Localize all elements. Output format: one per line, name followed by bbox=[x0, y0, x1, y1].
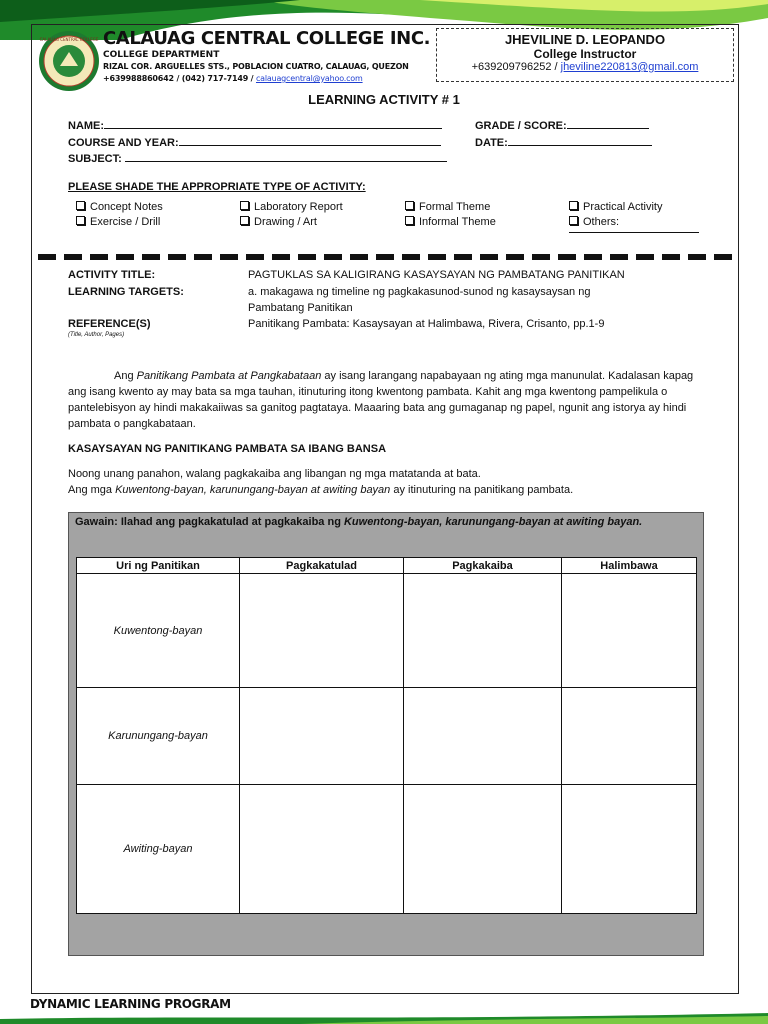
checkbox-label: Drawing / Art bbox=[254, 216, 317, 228]
college-email-link[interactable]: calauagcentral@yahoo.com bbox=[255, 74, 363, 83]
intro-text-b: ay isang larangang napabayaan ng ating mga manunulat. Kadalasan kapag ang isang kwento ay may bata sa mga tauhan, itinuturing itong kwentong pambata. Kahit ang mga kwentong pampelikula o pantelebisyon ay hindi makakaiiwas sa ganitog pagtataya. Maaaring bata ang gumaganap ng papel, ngunit ang istorya ay hindi pambata o pangkabataan. bbox=[68, 370, 694, 430]
college-contact bbox=[103, 74, 363, 83]
subject-label: SUBJECT: bbox=[68, 153, 122, 165]
row-label: Karunungang-bayan bbox=[77, 688, 240, 785]
college-department: COLLEGE DEPARTMENT bbox=[103, 50, 220, 60]
table-row bbox=[77, 785, 697, 914]
learning-targets-label: LEARNING TARGETS: bbox=[68, 286, 184, 298]
answer-cell[interactable] bbox=[240, 574, 404, 688]
college-phone: +639988860642 / (042) 717-7149 / bbox=[103, 74, 254, 83]
learning-targets-line1: a. makagawa ng timeline ng pagkakasunod-sunod ng kasaysaysan ng bbox=[248, 286, 591, 298]
instructor-phone: +639209796252 / bbox=[471, 61, 558, 73]
logo-text: CALAUAG CENTRAL COLLEGE bbox=[39, 37, 99, 42]
subject-line[interactable] bbox=[125, 151, 447, 162]
instructor-box bbox=[436, 28, 734, 82]
checkbox-icon[interactable] bbox=[405, 201, 414, 210]
gawain-box bbox=[68, 512, 704, 956]
activity-title-heading: LEARNING ACTIVITY # 1 bbox=[308, 92, 460, 107]
instructor-email-link[interactable]: jheviline220813@gmail.com bbox=[560, 61, 699, 73]
instructor-contact bbox=[437, 61, 733, 73]
checkbox-icon[interactable] bbox=[76, 216, 85, 225]
gawain-instruction bbox=[75, 515, 695, 530]
grade-line[interactable] bbox=[567, 118, 649, 129]
college-seal-logo bbox=[38, 30, 100, 92]
column-header: Pagkakaiba bbox=[404, 558, 562, 574]
activity-title-label: ACTIVITY TITLE: bbox=[68, 269, 156, 281]
checkbox-label: Laboratory Report bbox=[254, 201, 343, 213]
checkbox-icon[interactable] bbox=[76, 201, 85, 210]
name-field[interactable] bbox=[68, 118, 442, 132]
column-header: Pagkakatulad bbox=[240, 558, 404, 574]
answer-cell[interactable] bbox=[404, 688, 562, 785]
checkbox-others[interactable] bbox=[569, 216, 619, 228]
section-line2-a: Ang mga bbox=[68, 484, 116, 496]
table-row bbox=[77, 574, 697, 688]
column-header: Halimbawa bbox=[562, 558, 697, 574]
checkbox-label: Concept Notes bbox=[90, 201, 163, 213]
gawain-text-a: Gawain: Ilahad ang pagkakatulad at pagkakaiba ng bbox=[75, 516, 344, 528]
date-line[interactable] bbox=[508, 135, 652, 146]
answer-cell[interactable] bbox=[404, 574, 562, 688]
activity-type-heading: PLEASE SHADE THE APPROPRIATE TYPE OF ACTIVITY: bbox=[68, 181, 366, 193]
section-line2-italic: Kuwentong-bayan, karunungang-bayan at awiting bayan bbox=[115, 484, 391, 496]
footer-program-name: DYNAMIC LEARNING PROGRAM bbox=[30, 997, 231, 1011]
checkbox-label: Exercise / Drill bbox=[90, 216, 161, 228]
instructor-name: JHEVILINE D. LEOPANDO bbox=[504, 32, 666, 47]
gawain-text-italic: Kuwentong-bayan, karunungang-bayan at awiting bayan. bbox=[343, 516, 643, 528]
table-header-row bbox=[77, 558, 697, 574]
footer-wave-decoration bbox=[0, 1013, 768, 1024]
checkbox-exercise-drill[interactable] bbox=[76, 216, 160, 228]
checkbox-label: Others: bbox=[583, 216, 620, 228]
course-year-label: COURSE AND YEAR: bbox=[68, 137, 179, 149]
dashed-divider bbox=[38, 254, 732, 260]
checkbox-laboratory-report[interactable] bbox=[240, 201, 343, 213]
answer-cell[interactable] bbox=[404, 785, 562, 914]
name-line[interactable] bbox=[104, 118, 442, 129]
checkbox-concept-notes[interactable] bbox=[76, 201, 163, 213]
reference-value: Panitikang Pambata: Kasaysayan at Halimbawa, Rivera, Crisanto, pp.1-9 bbox=[248, 318, 605, 330]
date-field[interactable] bbox=[475, 135, 652, 149]
checkbox-label: Practical Activity bbox=[583, 201, 663, 213]
activity-title-value: PAGTUKLAS SA KALIGIRANG KASAYSAYAN NG PAMBATANG PANITIKAN bbox=[248, 269, 625, 281]
reference-hint: (Title, Author, Pages) bbox=[68, 332, 125, 338]
intro-text-italic: Panitikang Pambata at Pangkabataan bbox=[136, 370, 322, 382]
answer-cell[interactable] bbox=[562, 574, 697, 688]
checkbox-informal-theme[interactable] bbox=[405, 216, 496, 228]
row-label: Kuwentong-bayan bbox=[77, 574, 240, 688]
section-line2-b: ay itinuturing na panitikang pambata. bbox=[390, 484, 574, 496]
others-line[interactable] bbox=[569, 232, 699, 233]
section-line1: Noong unang panahon, walang pagkakaiba ang libangan ng mga matatanda at bata. bbox=[68, 468, 481, 480]
learning-targets-line2: Pambatang Panitikan bbox=[248, 302, 353, 314]
section-heading: KASAYSAYAN NG PANITIKANG PAMBATA SA IBANG BANSA bbox=[68, 443, 387, 455]
course-year-line[interactable] bbox=[179, 135, 441, 146]
checkbox-practical-activity[interactable] bbox=[569, 201, 662, 213]
intro-paragraph bbox=[68, 368, 698, 432]
comparison-table bbox=[76, 557, 697, 914]
table-row bbox=[77, 688, 697, 785]
checkbox-icon[interactable] bbox=[405, 216, 414, 225]
grade-field[interactable] bbox=[475, 118, 649, 132]
answer-cell[interactable] bbox=[240, 785, 404, 914]
subject-field[interactable] bbox=[68, 151, 447, 165]
checkbox-label: Informal Theme bbox=[419, 216, 496, 228]
instructor-role: College Instructor bbox=[533, 47, 637, 61]
column-header: Uri ng Panitikan bbox=[77, 558, 240, 574]
checkbox-icon[interactable] bbox=[569, 216, 578, 225]
checkbox-label: Formal Theme bbox=[419, 201, 491, 213]
checkbox-icon[interactable] bbox=[240, 216, 249, 225]
reference-label: REFERENCE(S) bbox=[68, 318, 151, 330]
section-line2 bbox=[68, 482, 698, 498]
answer-cell[interactable] bbox=[562, 785, 697, 914]
row-label: Awiting-bayan bbox=[77, 785, 240, 914]
checkbox-formal-theme[interactable] bbox=[405, 201, 490, 213]
intro-text-a: Ang bbox=[114, 370, 137, 382]
grade-label: GRADE / SCORE: bbox=[475, 120, 567, 132]
answer-cell[interactable] bbox=[562, 688, 697, 785]
answer-cell[interactable] bbox=[240, 688, 404, 785]
checkbox-icon[interactable] bbox=[569, 201, 578, 210]
college-address: RIZAL COR. ARGUELLES STS., POBLACION CUATRO, CALAUAG, QUEZON bbox=[103, 62, 409, 71]
course-year-field[interactable] bbox=[68, 135, 441, 149]
name-label: NAME: bbox=[68, 120, 105, 132]
college-name: CALAUAG CENTRAL COLLEGE INC. bbox=[103, 28, 431, 49]
checkbox-drawing-art[interactable] bbox=[240, 216, 317, 228]
date-label: DATE: bbox=[475, 137, 508, 149]
checkbox-icon[interactable] bbox=[240, 201, 249, 210]
